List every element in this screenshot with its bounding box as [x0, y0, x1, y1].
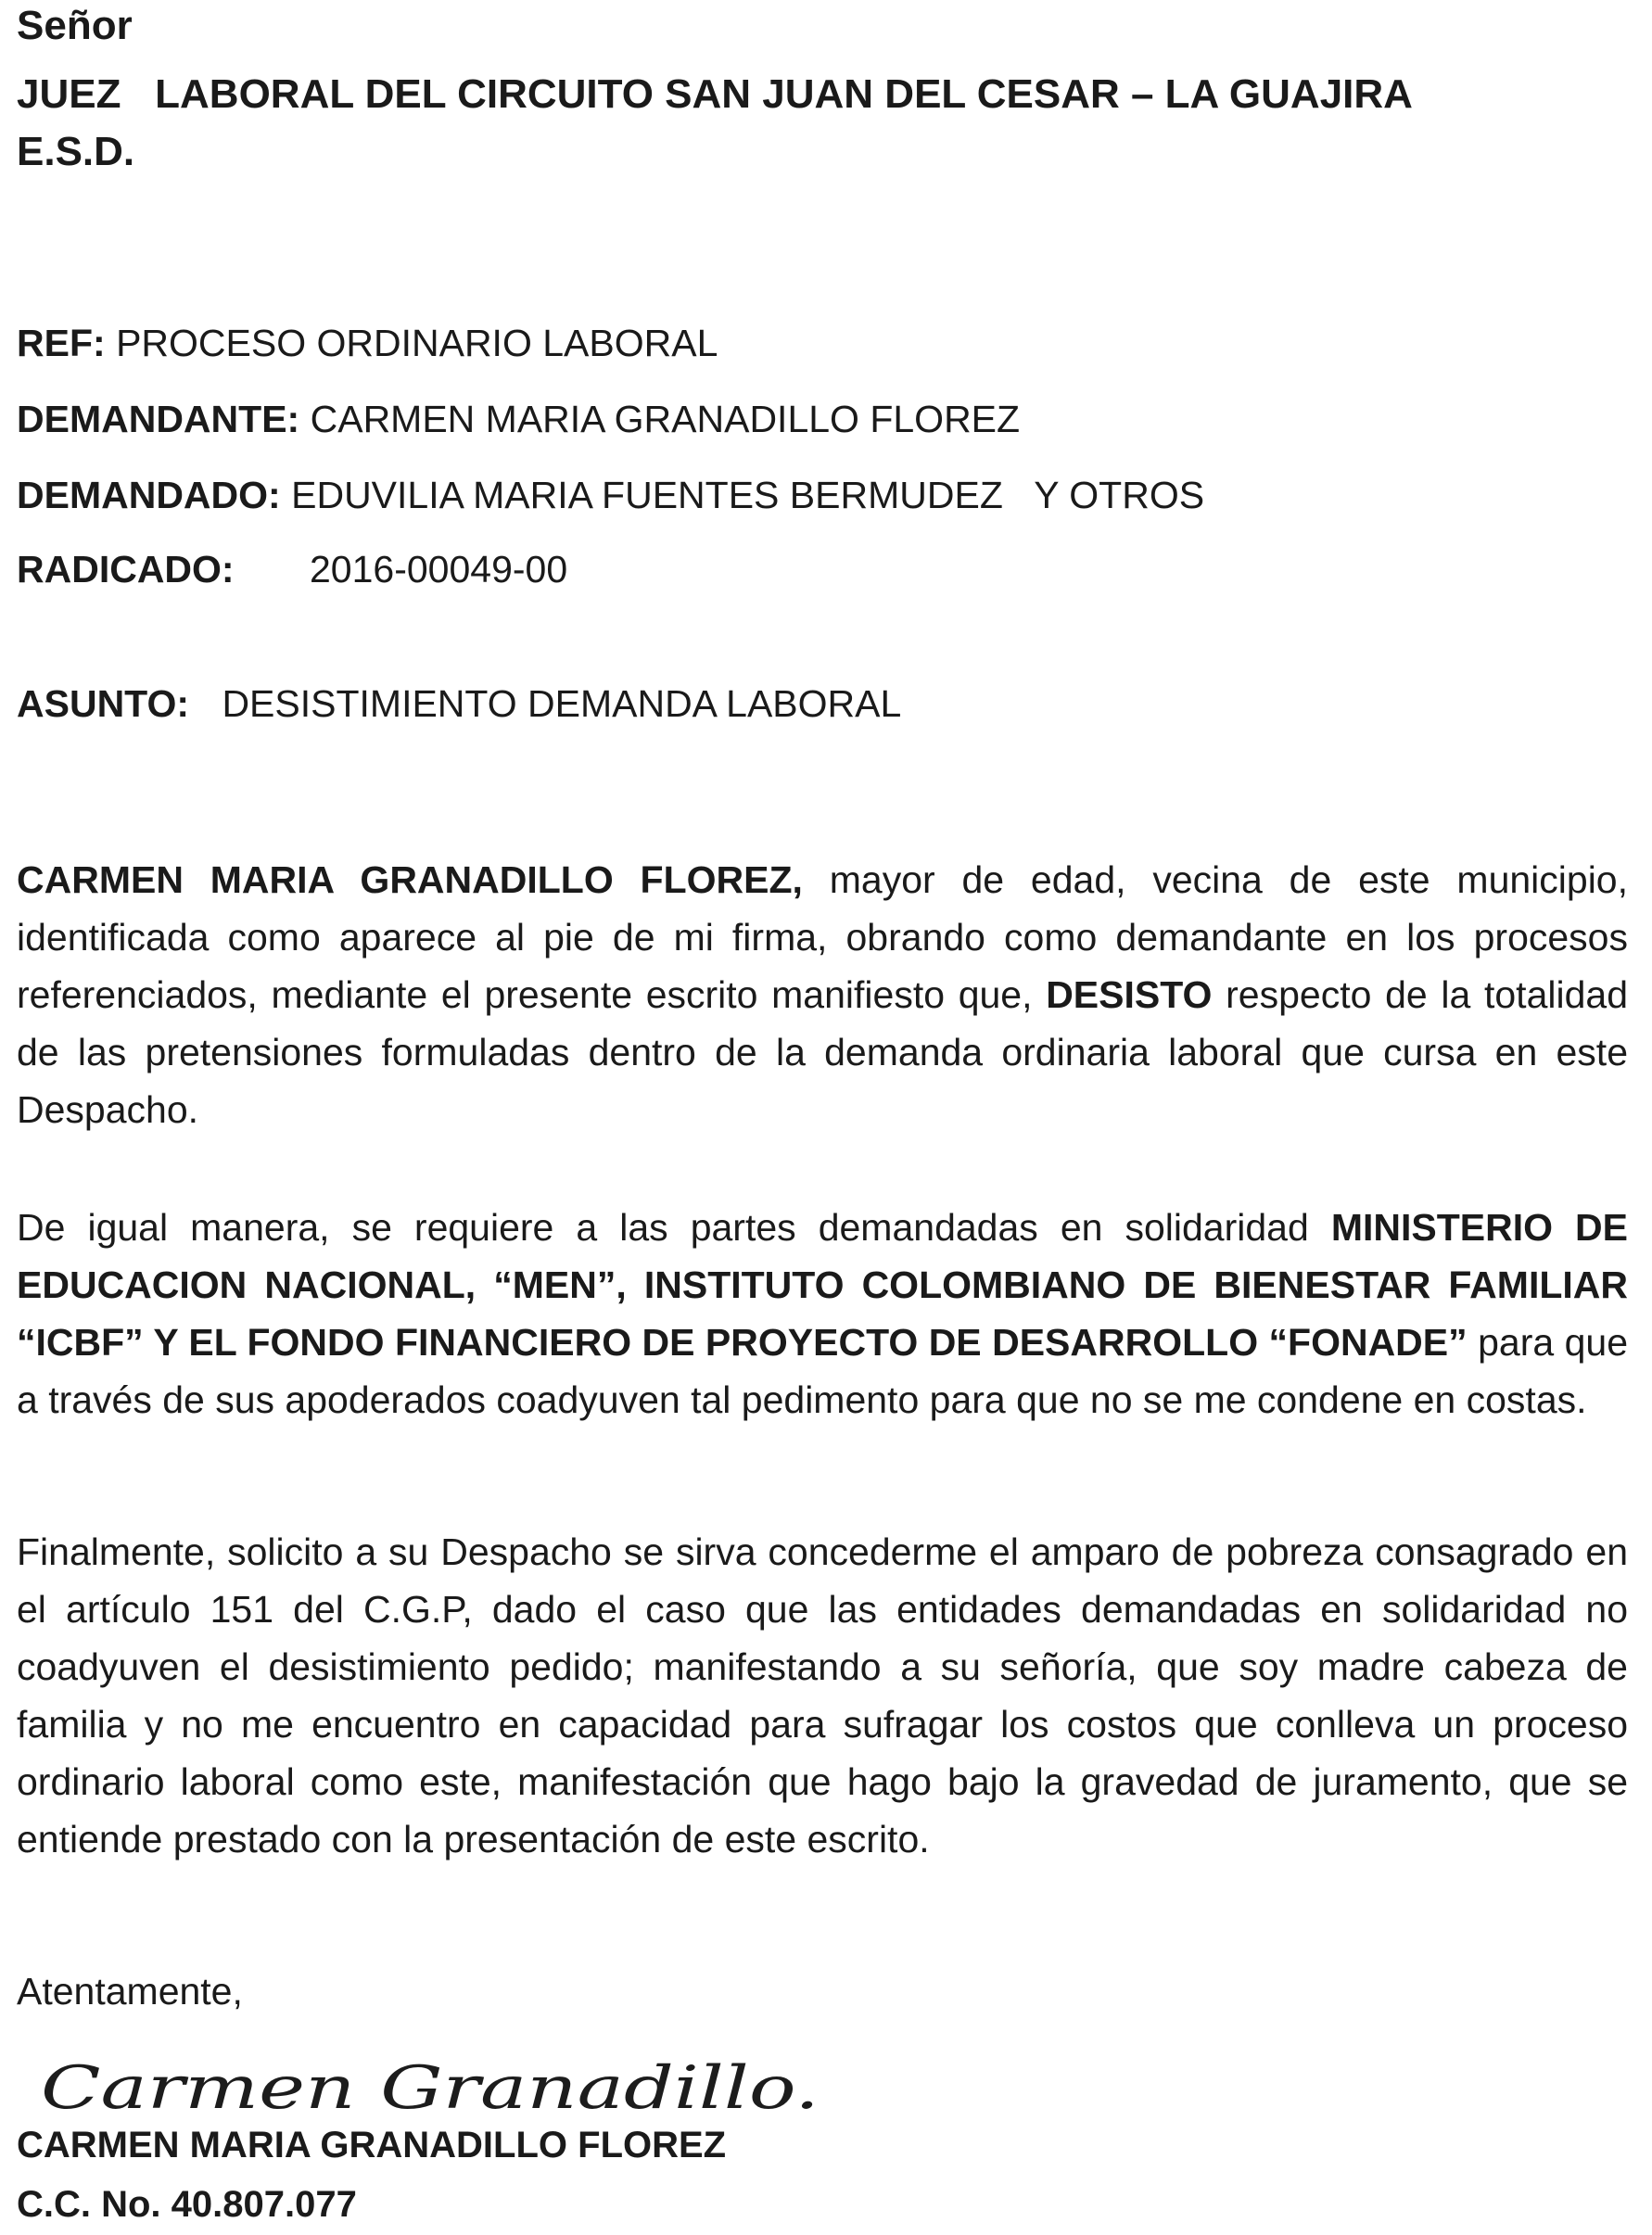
asunto-line: [17, 679, 901, 728]
plaintiff-name: CARMEN MARIA GRANADILLO FLOREZ,: [17, 858, 803, 901]
demandante-line: [17, 395, 1020, 443]
signature-text: Carmen Granadillo.: [41, 2054, 820, 2123]
p2-text-b: para que a través de sus apoderados coadyuven tal pedimento para que no se me condene en costas.: [17, 1321, 1629, 1421]
p1-text-a: mayor de edad, vecina de este municipio, identificada como aparece al pie de mi firma, obrando como demandante en los procesos referenciados, mediante el presente escrito manifiesto que,: [17, 858, 1628, 1016]
esd-line: E.S.D.: [17, 129, 135, 174]
paragraph-desistimiento: [17, 851, 1628, 1138]
demandado-label: DEMANDADO:: [17, 474, 281, 516]
entities-list: MINISTERIO DE EDUCACION NACIONAL, “MEN”, INSTITUTO COLOMBIANO DE BIENESTAR FAMILIAR “ICBF” Y EL FONDO FINANCIERO DE PROYECTO DE DESARROLLO “FONADE”: [17, 1206, 1628, 1364]
radicado-value: 2016-00049-00: [310, 548, 568, 590]
p2-text-a: De igual manera, se requiere a las partes demandadas en solidaridad: [17, 1206, 1331, 1249]
paragraph-amparo-pobreza: Finalmente, solicito a su Despacho se sirva concederme el amparo de pobreza consagrado en el artículo 151 del C.G.P, dado el caso que las entidades demandadas en solidaridad no coadyuven el desistimiento pedido; manifestando a su señoría, que soy madre cabeza de familia y no me encuentro en capacidad para sufragar los costos que conlleva un proceso ordinario laboral como este, manifestación que hago bajo la gravedad de juramento, que se entiende prestado con la presentación de este escrito.: [17, 1530, 1628, 1860]
handwritten-signature: [37, 2051, 834, 2129]
radicado-line: [17, 545, 567, 593]
paragraph-solidaridad: [17, 1199, 1628, 1429]
demandante-label: DEMANDANTE:: [17, 398, 300, 440]
desisto-word: DESISTO: [1046, 973, 1213, 1016]
salutation: Señor: [17, 3, 133, 48]
demandado-value: EDUVILIA MARIA FUENTES BERMUDEZ Y OTROS: [291, 474, 1205, 516]
radicado-label: RADICADO:: [17, 548, 235, 590]
ref-line: [17, 319, 718, 367]
signer-name: CARMEN MARIA GRANADILLO FLOREZ: [17, 2125, 727, 2165]
ref-value: PROCESO ORDINARIO LABORAL: [116, 322, 718, 364]
demandado-line: [17, 471, 1204, 519]
demandante-value: CARMEN MARIA GRANADILLO FLOREZ: [310, 398, 1021, 440]
asunto-label: ASUNTO:: [17, 682, 190, 725]
p1-text-b: respecto de la totalidad de las pretensiones formuladas dentro de la demanda ordinaria laboral que cursa en este Despacho.: [17, 973, 1628, 1131]
closing: Atentamente,: [17, 1970, 243, 2013]
asunto-value: DESISTIMIENTO DEMANDA LABORAL: [222, 682, 902, 725]
signature-image: [37, 2051, 834, 2125]
ref-label: REF:: [17, 322, 106, 364]
signer-id: C.C. No. 40.807.077: [17, 2184, 357, 2225]
recipient-line: JUEZ LABORAL DEL CIRCUITO SAN JUAN DEL CESAR – LA GUAJIRA: [17, 71, 1413, 117]
